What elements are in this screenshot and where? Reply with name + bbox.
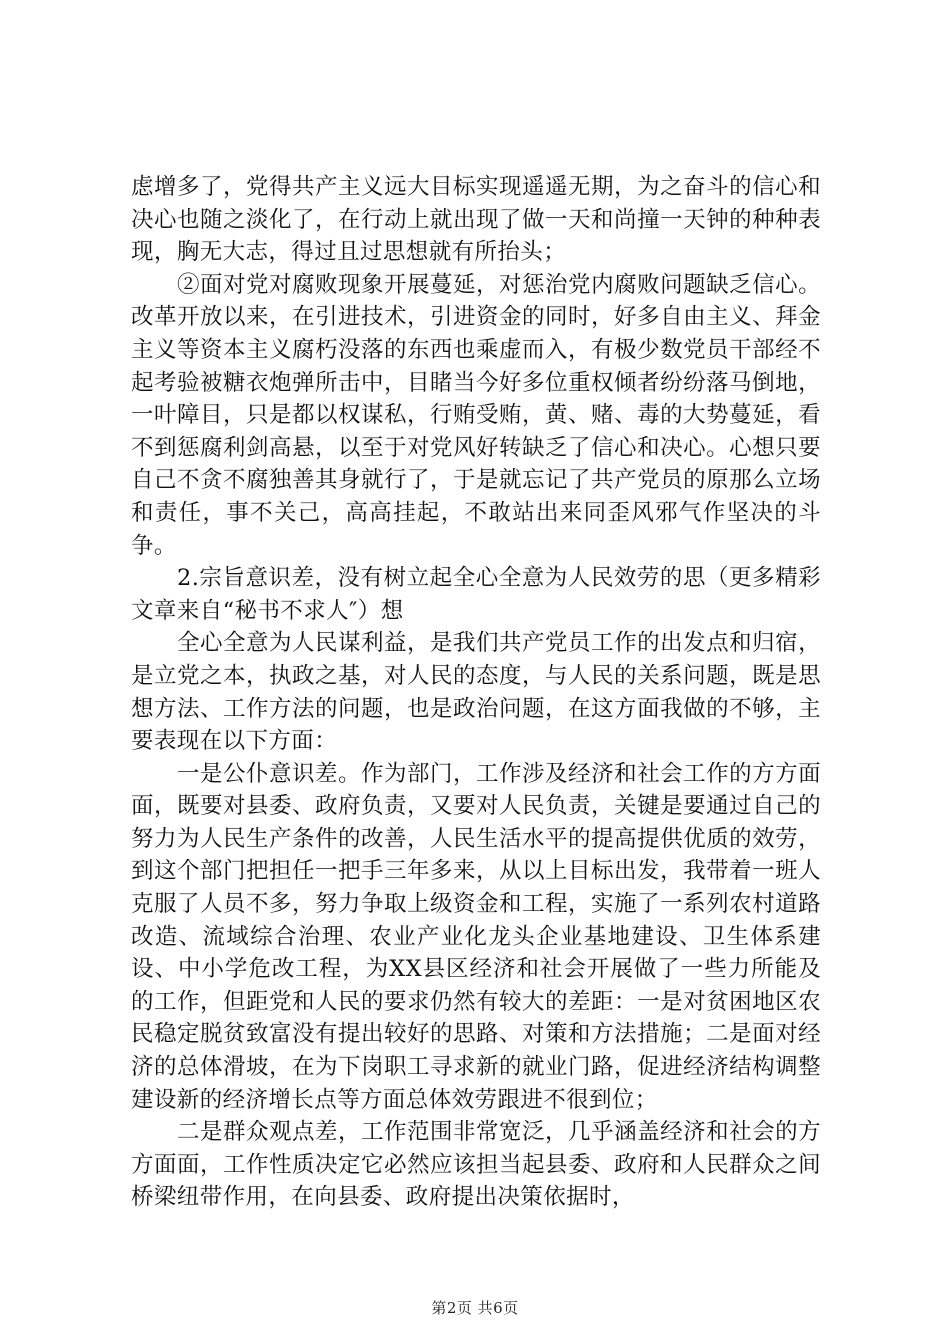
page-number-footer: 第2页 共6页 xyxy=(431,1299,519,1317)
paragraph-continuation: 虑增多了，党得共产主义远大目标实现遥遥无期，为之奋斗的信心和决心也随之淡化了，在行动上就出现了做一天和尚撞一天钟的种种表现，胸无大志，得过且过思想就有所抬头； xyxy=(131,174,821,266)
paragraph-public-servant-awareness: 一是公仆意识差。作为部门，工作涉及经济和社会工作的方方面面，既要对县委、政府负责，又要对人民负责，关键是要通过自己的努力为人民生产条件的改善，人民生活水平的提高提供优质的效劳，到这个部门把担任一把手三年多来，从以上目标出发，我带着一班人克服了人员不多，努力争取上级资金和工程，实施了一系列农村道路改造、流域综合治理、农业产业化龙头企业基地建设、卫生体系建设、中小学危改工程，为XX县区经济和社会开展做了一些力所能及的工作，但距党和人民的要求仍然有较大的差距：一是对贫困地区农民稳定脱贫致富没有提出较好的思路、对策和方法措施；二是面对经济的总体滑坡，在为下岗职工寻求新的就业门路，促进经济结构调整建设新的经济增长点等方面总体效劳跟进不很到位； xyxy=(131,760,821,1113)
paragraph-corruption-confidence: ②面对党对腐败现象开展蔓延，对惩治党内腐败问题缺乏信心。改革开放以来，在引进技术，引进资金的同时，好多自由主义、拜金主义等资本主义腐朽没落的东西也乘虚而入，有极少数党员干部经不起考验被糖衣炮弹所击中，目睹当今好多位重权倾者纷纷落马倒地，一叶障目，只是都以权谋私，行贿受贿，黄、赌、毒的大势蔓延，看不到惩腐利剑高悬，以至于对党风好转缺乏了信心和决心。心想只要自己不贪不腐独善其身就行了，于是就忘记了共产党员的原那么立场和责任，事不关己，高高挂起，不敢站出来同歪风邪气作坚决的斗争。 xyxy=(131,271,821,559)
section-heading-purpose-awareness: 2.宗旨意识差，没有树立起全心全意为人民效劳的思（更多精彩文章来自“秘书不求人″）想 xyxy=(131,565,821,624)
paragraph-serve-people: 全心全意为人民谋利益，是我们共产党员工作的出发点和归宿，是立党之本，执政之基，对人民的态度，与人民的关系问题，既是思想方法、工作方法的问题，也是政治问题，在这方面我做的不够，主要表现在以下方面： xyxy=(131,630,821,755)
paragraph-mass-viewpoint: 二是群众观点差，工作范围非常宽泛，几乎涵盖经济和社会的方方面面，工作性质决定它必然应该担当起县委、政府和人民群众之间桥梁纽带作用，在向县委、政府提出决策依据时， xyxy=(131,1119,821,1211)
document-body xyxy=(131,171,821,1214)
